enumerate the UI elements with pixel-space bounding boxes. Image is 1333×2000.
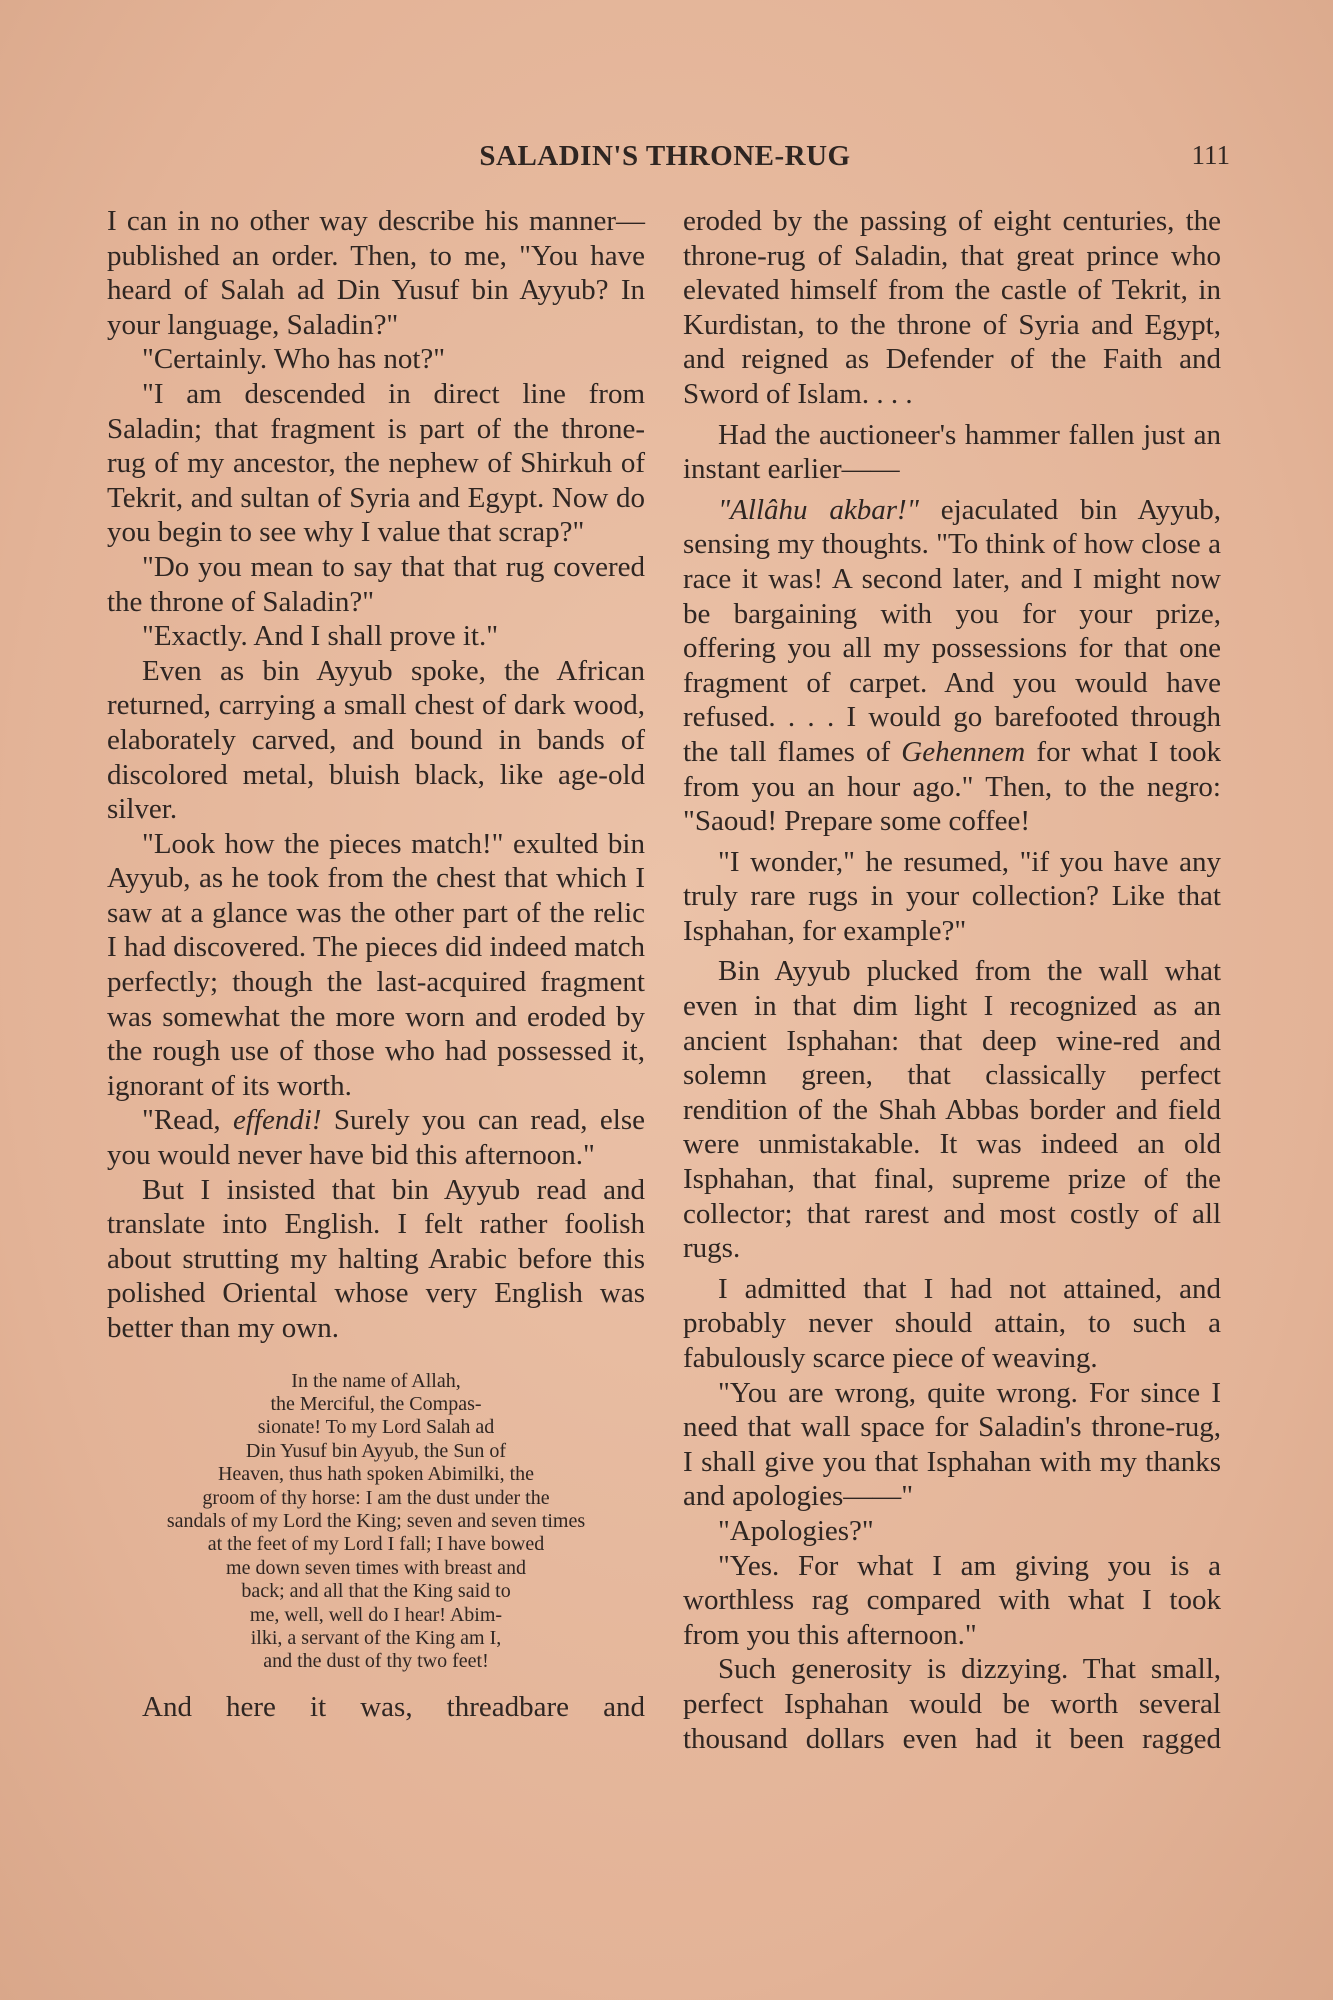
paragraph: "I am descended in direct line from Saladin; that fragment is part of the throne-rug of my ancestor, the nephew of Shirkuh of Tekrit, and sultan of Syria and Egypt. Now do you begin to see why I value that scrap?"	[107, 377, 645, 549]
quote-line: back; and all that the King said to	[241, 1580, 511, 1603]
quote-line: me, well, well do I hear! Abim-	[249, 1603, 503, 1626]
quote-line: the Merciful, the Compas-	[270, 1393, 482, 1415]
paragraph: Such generosity is dizzying. That small, perfect Isphahan would be worth several thousand dollars even had it been ragged	[683, 1653, 1221, 1755]
paragraph	[107, 1103, 645, 1172]
quote-line: me down seven times with breast and	[226, 1556, 526, 1579]
paragraph: "Apologies?"	[718, 1514, 874, 1547]
text-run: for what I took from you an hour ago." Then, to the negro: "Saoud! Prepare some coffee!	[683, 735, 1221, 838]
paragraph: And here it was, threadbare and	[142, 1690, 645, 1723]
text-run: Surely you can read, else you would never have bid this afternoon."	[107, 1104, 645, 1172]
italic-text: Gehennem	[901, 735, 1026, 768]
paragraph: "I wonder," he resumed, "if you have any truly rare rugs in your collection? Like that Isphahan, for example?"	[683, 845, 1221, 947]
paragraph: I admitted that I had not attained, and probably never should attain, to such a fabulously scarce piece of weaving.	[683, 1272, 1221, 1374]
quote-line: at the feet of my Lord I fall; I have bowed	[207, 1533, 545, 1556]
italic-text: effendi!	[233, 1104, 322, 1137]
italic-text: "Allâhu akbar!"	[718, 493, 919, 526]
block-quote	[115, 1370, 637, 1674]
left-column	[107, 204, 645, 1724]
running-title: SALADIN'S THRONE-RUG	[479, 140, 851, 172]
paragraph: "Look how the pieces match!" exulted bin Ayyub, as he took from the chest that which I saw at a glance was the other part of the relic I had discovered. The pieces did indeed match perfectly; though the last-acquired fragment was somewhat the more worn and eroded by the rough use of those who had possessed it, ignorant of its worth.	[107, 827, 645, 1102]
paragraph: "Do you mean to say that that rug covered the throne of Saladin?"	[107, 550, 645, 618]
paragraph: Even as bin Ayyub spoke, the African returned, carrying a small chest of dark wood, elaborately carved, and bound in bands of discolored metal, bluish black, like age-old silver.	[107, 654, 645, 826]
quote-line: sandals of my Lord the King; seven and seven times	[166, 1510, 586, 1533]
right-column	[683, 204, 1221, 1756]
paragraph: "Yes. For what I am giving you is a worthless rag compared with what I took from you this afternoon."	[683, 1549, 1221, 1651]
paragraph: Had the auctioneer's hammer fallen just an instant earlier——	[683, 418, 1221, 486]
quote-line: Din Yusuf bin Ayyub, the Sun of	[245, 1439, 507, 1462]
paragraph: eroded by the passing of eight centuries, the throne-rug of Saladin, that great prince who elevated himself from the castle of Tekrit, in Kurdistan, to the throne of Syria and Egypt, and reigned as Defender of the Faith and Sword of Islam. . . .	[683, 205, 1221, 410]
paragraph: Bin Ayyub plucked from the wall what even in that dim light I recognized as an ancient Isphahan: that deep wine-red and solemn green, that classically perfect rendition of the Shah Abbas border and field were unmistakable. It was indeed an old Isphahan, that final, supreme prize of the collector; that rarest and most costly of all rugs.	[683, 955, 1221, 1265]
quote-line: Heaven, thus hath spoken Abimilki, the	[217, 1463, 535, 1486]
paragraph: "Exactly. And I shall prove it."	[142, 620, 499, 653]
page-number: 111	[1191, 140, 1230, 170]
text-run: "Read,	[142, 1104, 234, 1137]
page-header	[100, 140, 1230, 180]
paragraph: But I insisted that bin Ayyub read and translate into English. I felt rather foolish about strutting my halting Arabic before this polished Oriental whose very English was better than my own.	[107, 1173, 645, 1344]
paragraph	[683, 493, 1221, 839]
quote-line: In the name of Allah,	[291, 1369, 461, 1392]
text-run: ejaculated bin Ayyub, sensing my thoughts. "To think of how close a race it was! A second later, and I might now be bargaining with you for your prize, offering you all my possessions for that one fragment of carpet. And you would have refused. . . . I would go barefooted through the tall flames of	[683, 493, 1221, 768]
paragraph: "Certainly. Who has not?"	[142, 343, 446, 376]
paragraph: I can in no other way describe his manner—published an order. Then, to me, "You have heard of Salah ad Din Yusuf bin Ayyub? In your language, Saladin?"	[107, 205, 645, 341]
quote-line: ilki, a servant of the King am I,	[250, 1627, 502, 1650]
quote-line: sionate! To my Lord Salah ad	[257, 1416, 495, 1439]
quote-line: groom of thy horse: I am the dust under the	[202, 1486, 550, 1509]
paragraph: "You are wrong, quite wrong. For since I need that wall space for Saladin's throne-rug, I shall give you that Isphahan with my thanks and apologies——"	[683, 1376, 1221, 1513]
quote-line: and the dust of thy two feet!	[263, 1650, 489, 1673]
